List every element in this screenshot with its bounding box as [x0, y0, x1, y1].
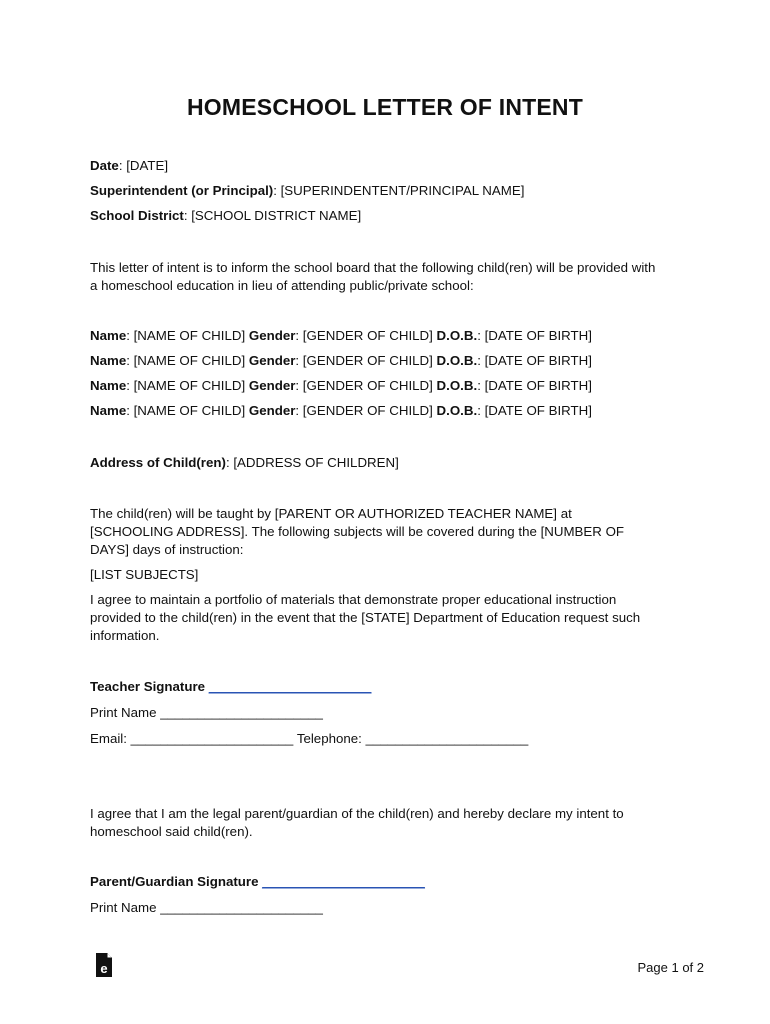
gender-value: : [GENDER OF CHILD] — [295, 403, 437, 418]
gender-label: Gender — [248, 403, 296, 418]
intro-line-2: a homeschool education in lieu of attending public/private school: — [90, 278, 474, 293]
address-label: Address of Child(ren) — [90, 455, 226, 470]
teacher-print-name-field[interactable]: Print Name ______________________ — [90, 705, 323, 720]
name-label: Name — [90, 378, 127, 393]
name-label: Name — [90, 403, 127, 418]
gender-value: : [GENDER OF CHILD] — [295, 378, 437, 393]
name-value: : [NAME OF CHILD] — [126, 403, 249, 418]
dob-label: D.O.B. — [436, 403, 478, 418]
child-row — [90, 402, 690, 420]
declaration-line-2: homeschool said child(ren). — [90, 824, 253, 839]
parent-signature-label: Parent/Guardian Signature — [90, 874, 259, 889]
header-fields — [90, 157, 690, 225]
date-value: : [DATE] — [118, 158, 169, 173]
dob-value: : [DATE OF BIRTH] — [477, 353, 592, 368]
teacher-signature-field[interactable]: ______________________ — [208, 679, 372, 694]
name-label: Name — [90, 328, 127, 343]
gender-label: Gender — [248, 328, 296, 343]
eforms-logo-icon — [94, 952, 114, 978]
parent-signature-field[interactable]: ______________________ — [262, 874, 425, 889]
name-value: : [NAME OF CHILD] — [126, 328, 249, 343]
superintendent-label: Superintendent (or Principal) — [90, 183, 274, 198]
svg-text:e: e — [100, 961, 108, 976]
portfolio-line-2: provided to the child(ren) in the event that the [STATE] Department of Education request such — [90, 610, 641, 625]
child-row — [90, 352, 690, 370]
parent-print-name-field[interactable]: Print Name ______________________ — [90, 900, 323, 915]
name-value: : [NAME OF CHILD] — [126, 353, 249, 368]
dob-value: : [DATE OF BIRTH] — [477, 328, 592, 343]
gender-label: Gender — [248, 378, 296, 393]
dob-value: : [DATE OF BIRTH] — [477, 403, 592, 418]
district-value: : [SCHOOL DISTRICT NAME] — [183, 208, 362, 223]
children-list — [90, 327, 690, 420]
address-value: : [ADDRESS OF CHILDREN] — [225, 455, 399, 470]
district-line — [90, 207, 690, 225]
child-row — [90, 327, 690, 345]
teacher-signature-block — [90, 678, 690, 748]
declaration-line-1: I agree that I am the legal parent/guardian of the child(ren) and hereby declare my intent to — [90, 806, 624, 821]
instruction-line-1: The child(ren) will be taught by [PARENT OR AUTHORIZED TEACHER NAME] at — [90, 506, 572, 521]
parent-signature-line — [90, 873, 690, 891]
declaration-paragraph — [90, 805, 690, 841]
document-title: HOMESCHOOL LETTER OF INTENT — [187, 94, 583, 120]
child-row — [90, 377, 690, 395]
teacher-telephone-field[interactable]: Telephone: ______________________ — [296, 731, 529, 746]
teacher-contact-line — [90, 730, 690, 748]
name-value: : [NAME OF CHILD] — [126, 378, 249, 393]
date-line — [90, 157, 690, 175]
intro-paragraph — [90, 259, 690, 295]
date-label: Date — [90, 158, 119, 173]
dob-label: D.O.B. — [436, 328, 478, 343]
instruction-paragraph — [90, 505, 690, 584]
superintendent-line — [90, 182, 690, 200]
dob-value: : [DATE OF BIRTH] — [477, 378, 592, 393]
dob-label: D.O.B. — [436, 353, 478, 368]
dob-label: D.O.B. — [436, 378, 478, 393]
teacher-signature-label: Teacher Signature — [90, 679, 206, 694]
teacher-email-field[interactable]: Email: ______________________ — [90, 731, 294, 746]
portfolio-line-3: information. — [90, 628, 160, 643]
gender-value: : [GENDER OF CHILD] — [295, 328, 437, 343]
teacher-signature-line — [90, 678, 690, 696]
subjects-line: [LIST SUBJECTS] — [90, 567, 199, 582]
address-line — [90, 454, 690, 472]
parent-signature-block — [90, 873, 690, 917]
gender-label: Gender — [248, 353, 296, 368]
page-number: Page 1 of 2 — [637, 960, 704, 975]
instruction-line-2: [SCHOOLING ADDRESS]. The following subjects will be covered during the [NUMBER OF — [90, 524, 625, 539]
instruction-line-3: DAYS] days of instruction: — [90, 542, 244, 557]
intro-line-1: This letter of intent is to inform the school board that the following child(ren) will be provided with — [90, 260, 656, 275]
portfolio-line-1: I agree to maintain a portfolio of materials that demonstrate proper educational instruction — [90, 592, 617, 607]
name-label: Name — [90, 353, 127, 368]
superintendent-value: : [SUPERINDENTENT/PRINCIPAL NAME] — [273, 183, 525, 198]
portfolio-paragraph — [90, 591, 690, 645]
gender-value: : [GENDER OF CHILD] — [295, 353, 437, 368]
district-label: School District — [90, 208, 184, 223]
